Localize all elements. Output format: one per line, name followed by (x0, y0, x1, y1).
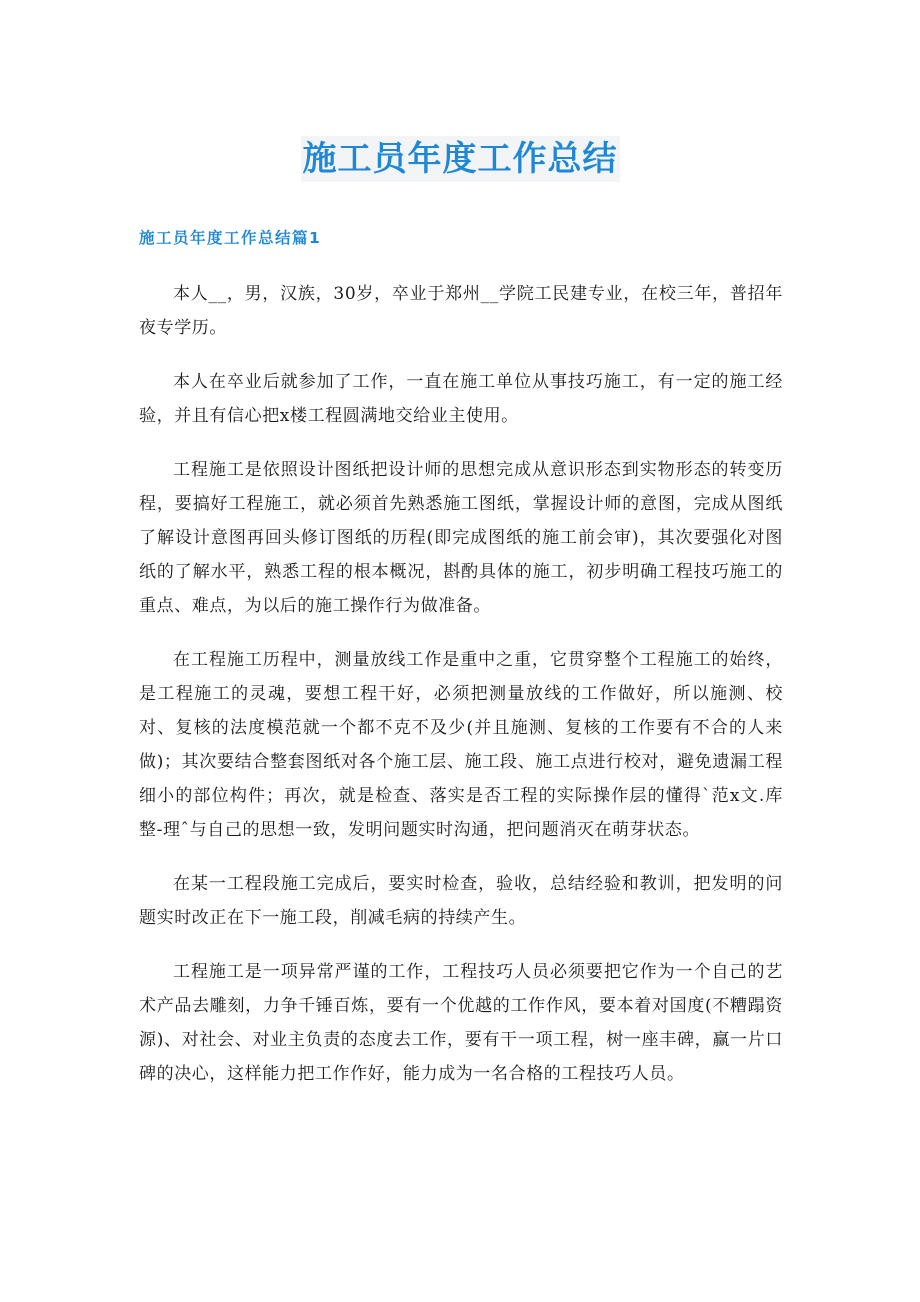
paragraph-5: 在某一工程段施工完成后，要实时检查，验收，总结经验和教训，把发明的问题实时改正在下一施工段，削减毛病的持续产生。 (139, 874, 783, 928)
document-body (139, 277, 783, 1111)
paragraph-1: 本人__，男，汉族，30岁，卒业于郑州__学院工民建专业，在校三年，普招年夜专学历。 (139, 284, 783, 338)
paragraph-6: 工程施工是一项异常严谨的工作，工程技巧人员必须要把它作为一个自己的艺术产品去雕刻，力争千锤百炼，要有一个优越的工作作风，要本着对国度(不糟蹋资源)、对社会、对业主负责的态度去工作，要有干一项工程，树一座丰碑，赢一片口碑的决心，这样能力把工作作好，能力成为一名合格的工程技巧人员。 (139, 962, 783, 1084)
section-heading: 施工员年度工作总结篇1 (139, 229, 322, 247)
title-container (0, 136, 920, 182)
paragraph-4: 在工程施工历程中，测量放线工作是重中之重，它贯穿整个工程施工的始终，是工程施工的灵魂，要想工程干好，必须把测量放线的工作做好，所以施测、校对、复核的法度模范就一个都不克不及少(并且施测、复核的工作要有不合的人来做)；其次要结合整套图纸对各个施工层、施工段、施工点进行校对，避免遗漏工程细小的部位构件；再次，就是检查、落实是否工程的实际操作层的懂得`范x文.库整-理ˆ与自己的思想一致，发明问题实时沟通，把问题消灭在萌芽状态。 (139, 650, 783, 840)
document-title: 施工员年度工作总结 (301, 136, 620, 182)
paragraph-3: 工程施工是依照设计图纸把设计师的思想完成从意识形态到实物形态的转变历程，要搞好工程施工，就必须首先熟悉施工图纸，掌握设计师的意图，完成从图纸了解设计意图再回头修订图纸的历程(即完成图纸的施工前会审)，其次要强化对图纸的了解水平，熟悉工程的根本概况，斟酌具体的施工，初步明确工程技巧施工的重点、难点，为以后的施工操作行为做准备。 (139, 460, 783, 616)
paragraph-2: 本人在卒业后就参加了工作，一直在施工单位从事技巧施工，有一定的施工经验，并且有信心把x楼工程圆满地交给业主使用。 (139, 372, 783, 426)
